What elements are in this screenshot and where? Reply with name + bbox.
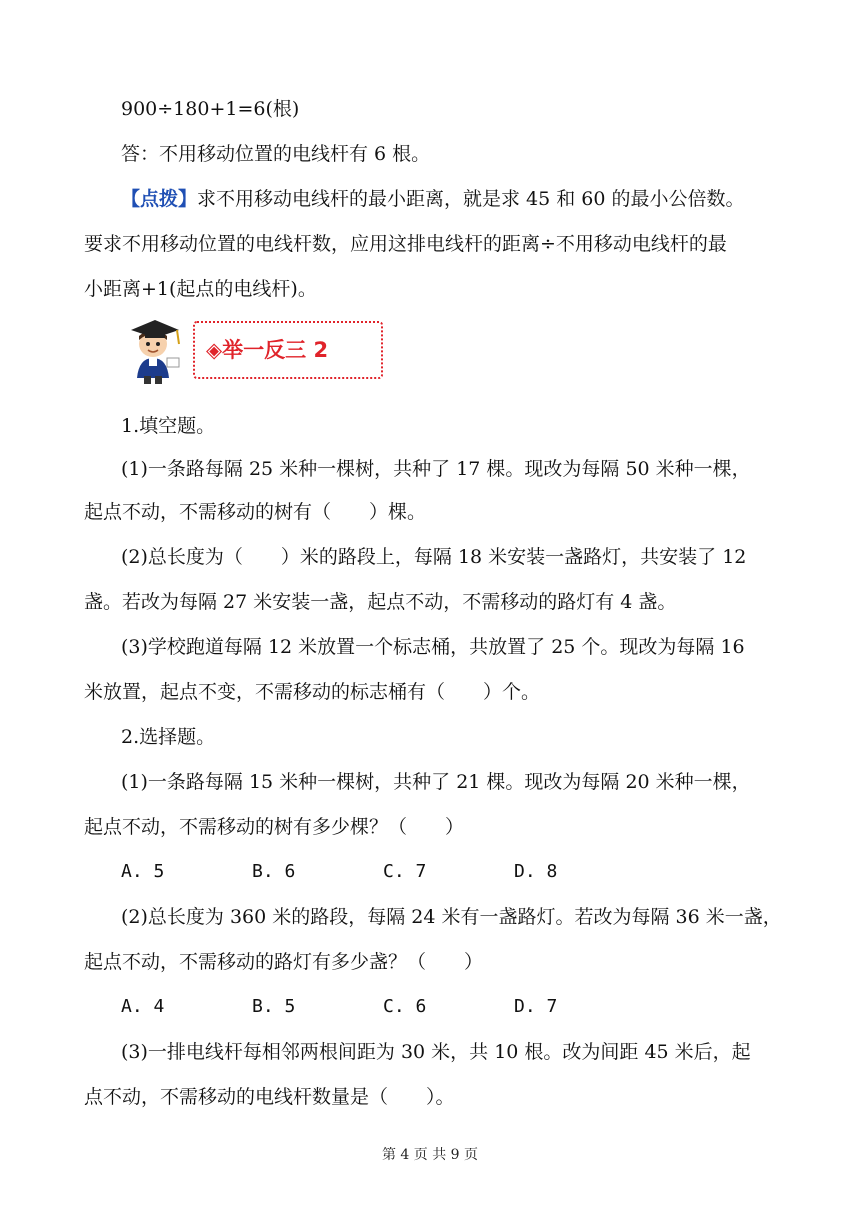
graduate-boy-icon [123,318,183,384]
tip-text-1: 求不用移动电线杆的最小距离，就是求 45 和 60 的最小公倍数。 [197,188,745,210]
sec2-q3-line2: 点不动，不需移动的电线杆数量是（ ）。 [84,1086,455,1108]
option-d: D. 8 [514,861,558,882]
sec2-q2-line1: (2)总长度为 360 米的路段，每隔 24 米有一盏路灯。若改为每隔 36 米一盏， [121,906,782,928]
sec2-q1-options [121,860,645,884]
sec2-q1-line2: 起点不动，不需移动的树有多少棵？（ ） [84,816,465,838]
option-d: D. 7 [514,996,558,1017]
sec1-title: 1.填空题。 [121,415,216,437]
sec2-q3-line1: (3)一排电线杆每相邻两根间距为 30 米，共 10 根。改为间距 45 米后，起 [121,1041,751,1063]
tip-line-2: 要求不用移动位置的电线杆数，应用这排电线杆的距离÷不用移动电线杆的最 [84,233,727,255]
example-badge-title: ◈举一反三 2 [206,338,329,362]
sec2-q2-line2: 起点不动，不需移动的路灯有多少盏？（ ） [84,951,484,973]
option-b: B. 6 [252,861,296,882]
sec1-q2-line1: (2)总长度为（ ）米的路段上，每隔 18 米安装一盏路灯，共安装了 12 [121,546,747,568]
option-b: B. 5 [252,996,296,1017]
sec1-q2-line2: 盏。若改为每隔 27 米安装一盏，起点不动，不需移动的路灯有 4 盏。 [84,591,677,613]
sec2-q1-line1: (1)一条路每隔 15 米种一棵树，共种了 21 棵。现改为每隔 20 米种一棵， [121,771,751,793]
option-c: C. 7 [383,861,427,882]
sec1-q3-line1: (3)学校跑道每隔 12 米放置一个标志桶，共放置了 25 个。现改为每隔 16 [121,636,745,658]
sec2-title: 2.选择题。 [121,726,216,748]
sec2-q2-options [121,995,645,1019]
tip-tag: 【点拨】 [121,188,198,210]
tip-line-1 [121,187,745,211]
sec1-q1-line1: (1)一条路每隔 25 米种一棵树，共种了 17 棵。现改为每隔 50 米种一棵， [121,458,751,480]
tip-line-3: 小距离+1(起点的电线杆)。 [84,278,317,300]
answer-line: 答：不用移动位置的电线杆有 6 根。 [121,143,431,165]
calc-line: 900÷180+1=6(根) [121,98,300,120]
sec1-q3-line2: 米放置，起点不变，不需移动的标志桶有（ ）个。 [84,681,541,703]
sec1-q1-line2: 起点不动，不需移动的树有（ ）棵。 [84,501,427,523]
option-a: A. 4 [121,996,165,1017]
option-a: A. 5 [121,861,165,882]
option-c: C. 6 [383,996,427,1017]
page-footer: 第 4 页 共 9 页 [381,1147,479,1163]
